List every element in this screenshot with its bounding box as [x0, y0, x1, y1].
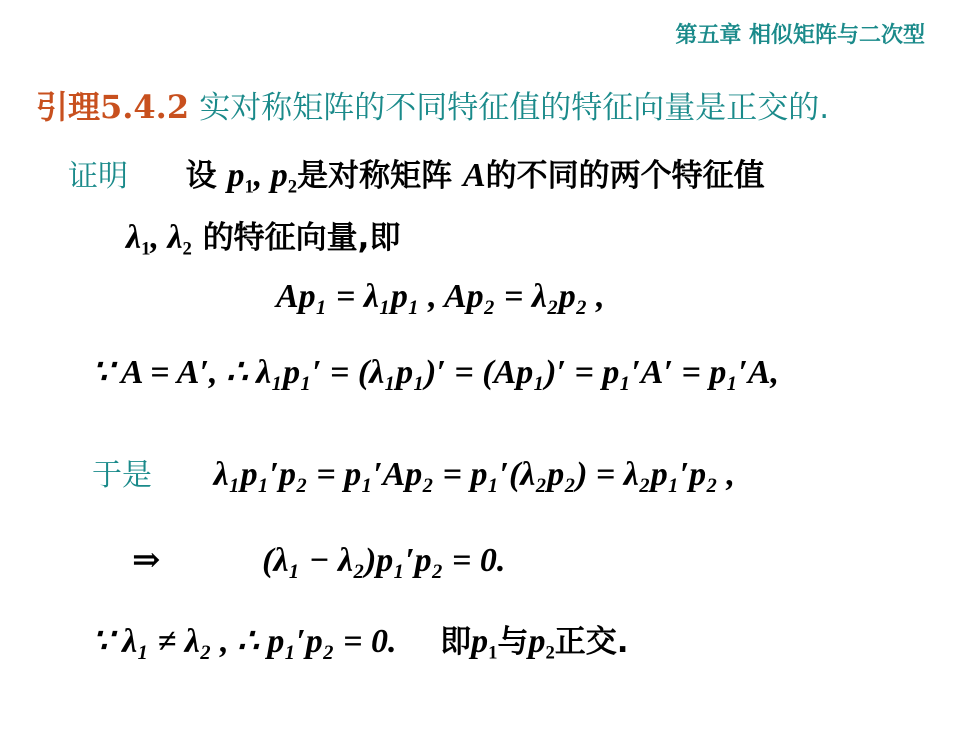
math-p1: $p_1$ [471, 623, 498, 664]
yushi-label: 于是 [92, 458, 152, 493]
equation-1: Ap₁ = λ₁p₁ , Ap₂ = λ₂p₂ , [276, 278, 605, 315]
equation-5: ∵ λ₁ ≠ λ₂ , ∴ p₁′p₂ = 0. [92, 623, 397, 660]
math-p2: $p_2$ [528, 623, 555, 664]
lemma-text: 实对称矩阵的不同特征值的特征向量是正交的. [199, 90, 830, 126]
equation-2: ∵ A = A′, ∴ λ₁p₁′ = (λ₁p₁)′ = (Ap₁)′ = p₁′A′ = p₁′A, [92, 354, 780, 391]
proof-text-eigenvectors: 的特征向量,即 [202, 220, 401, 256]
equation-3: λ₁p₁′p₂ = p₁′Ap₂ = p₁′(λ₂p₂) = λ₂p₁′p₂ , [213, 456, 735, 493]
proof-text-symmetric: 是对称矩阵 [297, 158, 453, 194]
math-p1p2: $p_1$, $p_2$ [227, 157, 298, 198]
conclusion-yu: 与 [497, 624, 529, 660]
equation-3-row [92, 450, 735, 494]
proof-text-she: 设 [185, 158, 217, 194]
conclusion-orthogonal: 正交. [554, 624, 629, 660]
implies-symbol: ⇒ [132, 542, 161, 579]
lemma-statement [36, 82, 829, 128]
proof-line-1 [68, 150, 765, 199]
math-lambdas: $\lambda_1$, $\lambda_2$ [126, 219, 192, 260]
lemma-label: 引理5.4.2 [36, 88, 190, 126]
proof-line-2 [126, 212, 400, 261]
proof-label: 证明 [68, 159, 128, 194]
equation-5-row [92, 616, 629, 665]
math-A: A [462, 157, 486, 194]
equation-4-row [132, 540, 505, 580]
conclusion-ji: 即 [440, 624, 472, 660]
equation-4: (λ₁ − λ₂)p₁′p₂ = 0. [262, 542, 506, 579]
proof-text-eigenvalues: 的不同的两个特征值 [485, 158, 765, 194]
chapter-header: 第五章 相似矩阵与二次型 [675, 23, 925, 48]
